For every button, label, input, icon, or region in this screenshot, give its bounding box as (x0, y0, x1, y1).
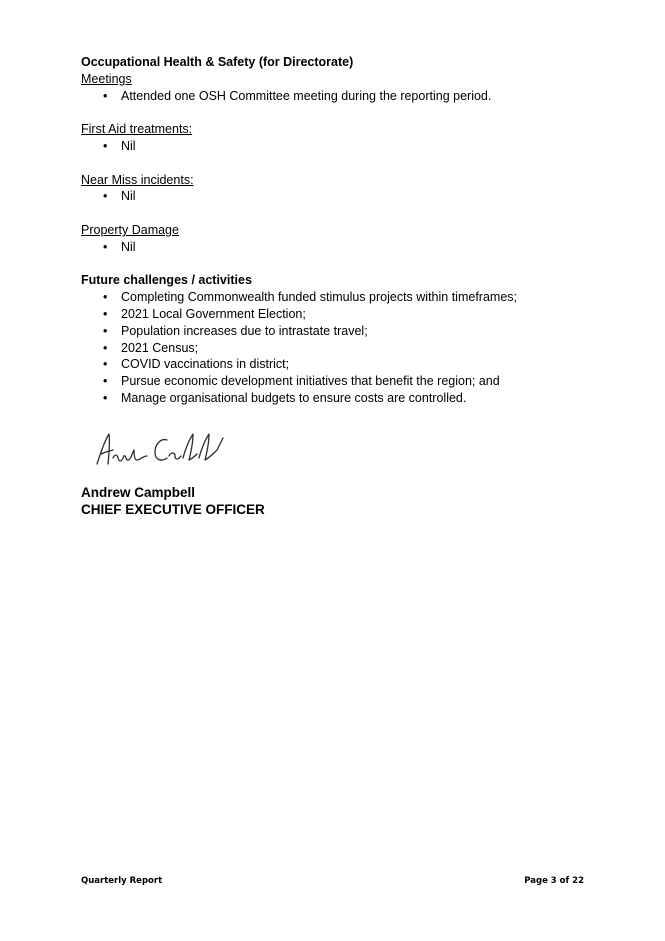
list-item-text: Nil (121, 239, 136, 254)
list-item (103, 390, 601, 407)
near-miss-list (81, 188, 601, 205)
ohs-heading: Occupational Health & Safety (for Directorate) (81, 55, 354, 69)
bullet-icon: • (103, 189, 108, 204)
bullet-icon: • (103, 390, 108, 405)
list-item-text: 2021 Census; (121, 340, 199, 355)
near-miss-label: Near Miss incidents: (81, 172, 194, 187)
footer-document-title: Quarterly Report (81, 876, 163, 886)
footer-page-number: Page 3 of 22 (524, 876, 584, 886)
list-item (103, 340, 601, 357)
bullet-icon: • (103, 306, 108, 321)
bullet-icon: • (103, 357, 108, 372)
list-item-text: 2021 Local Government Election; (121, 306, 306, 321)
meetings-list (81, 88, 601, 105)
list-item (103, 323, 601, 340)
list-item-text: Nil (121, 189, 136, 204)
signature-image (89, 428, 239, 472)
property-damage-label: Property Damage (81, 222, 179, 237)
future-section (81, 272, 601, 406)
list-item (103, 88, 601, 105)
list-item-text: Manage organisational budgets to ensure costs are controlled. (121, 390, 467, 405)
list-item (103, 373, 601, 390)
meetings-section (81, 71, 601, 105)
bullet-icon: • (103, 88, 108, 103)
list-item (103, 356, 601, 373)
list-item (103, 239, 601, 256)
signatory-title: CHIEF EXECUTIVE OFFICER (81, 502, 265, 518)
list-item (103, 138, 601, 155)
bullet-icon: • (103, 340, 108, 355)
property-damage-section (81, 222, 601, 256)
property-damage-list (81, 239, 601, 256)
meetings-label: Meetings (81, 71, 132, 86)
report-content (81, 54, 601, 518)
signatory-name: Andrew Campbell (81, 485, 196, 501)
list-item-text: COVID vaccinations in district; (121, 357, 290, 372)
bullet-icon: • (103, 138, 108, 153)
list-item (103, 306, 601, 323)
first-aid-section (81, 121, 601, 155)
near-miss-section (81, 172, 601, 206)
list-item-text: Attended one OSH Committee meeting during the reporting period. (121, 88, 492, 103)
future-list (81, 289, 601, 407)
first-aid-list (81, 138, 601, 155)
list-item-text: Population increases due to intrastate travel; (121, 323, 368, 338)
list-item-text: Pursue economic development initiatives that benefit the region; and (121, 374, 500, 389)
bullet-icon: • (103, 290, 108, 305)
bullet-icon: • (103, 239, 108, 254)
bullet-icon: • (103, 374, 108, 389)
list-item (103, 188, 601, 205)
list-item (103, 289, 601, 306)
bullet-icon: • (103, 323, 108, 338)
first-aid-label: First Aid treatments: (81, 122, 193, 137)
list-item-text: Nil (121, 138, 136, 153)
future-heading: Future challenges / activities (81, 273, 252, 288)
list-item-text: Completing Commonwealth funded stimulus projects within timeframes; (121, 290, 517, 305)
